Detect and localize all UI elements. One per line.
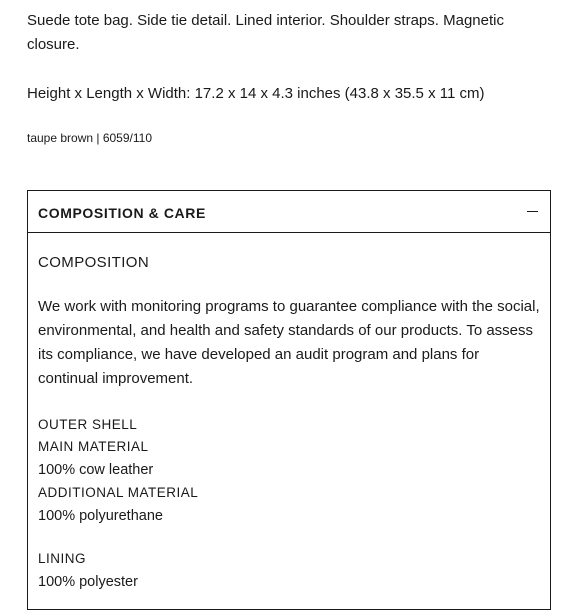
outer-shell-label: OUTER SHELL [38,417,138,432]
minus-icon[interactable] [527,211,538,212]
main-material-label: MAIN MATERIAL [38,439,149,454]
compliance-statement: We work with monitoring programs to guarantee compliance with the social, environmental, and health and safety standards of our products. To assess its compliance, we have developed an audit program and plans for continual improvement. [38,298,540,387]
product-description: Suede tote bag. Side tie detail. Lined interior. Shoulder straps. Magnetic closure. [27,12,504,53]
product-color-reference: taupe brown | 6059/110 [27,131,152,145]
composition-heading: COMPOSITION [38,254,150,271]
composition-care-title: COMPOSITION & CARE [38,205,206,221]
lining-label: LINING [38,551,87,566]
additional-material-label: ADDITIONAL MATERIAL [38,485,199,500]
outer-shell-materials [38,414,198,528]
product-dimensions: Height x Length x Width: 17.2 x 14 x 4.3 inches (43.8 x 35.5 x 11 cm) [27,85,485,102]
lining-value: 100% polyester [38,574,138,590]
lining-materials [38,548,138,594]
composition-care-panel [27,190,551,610]
additional-material-value: 100% polyurethane [38,508,163,524]
composition-care-header[interactable] [28,191,550,233]
main-material-value: 100% cow leather [38,462,154,478]
